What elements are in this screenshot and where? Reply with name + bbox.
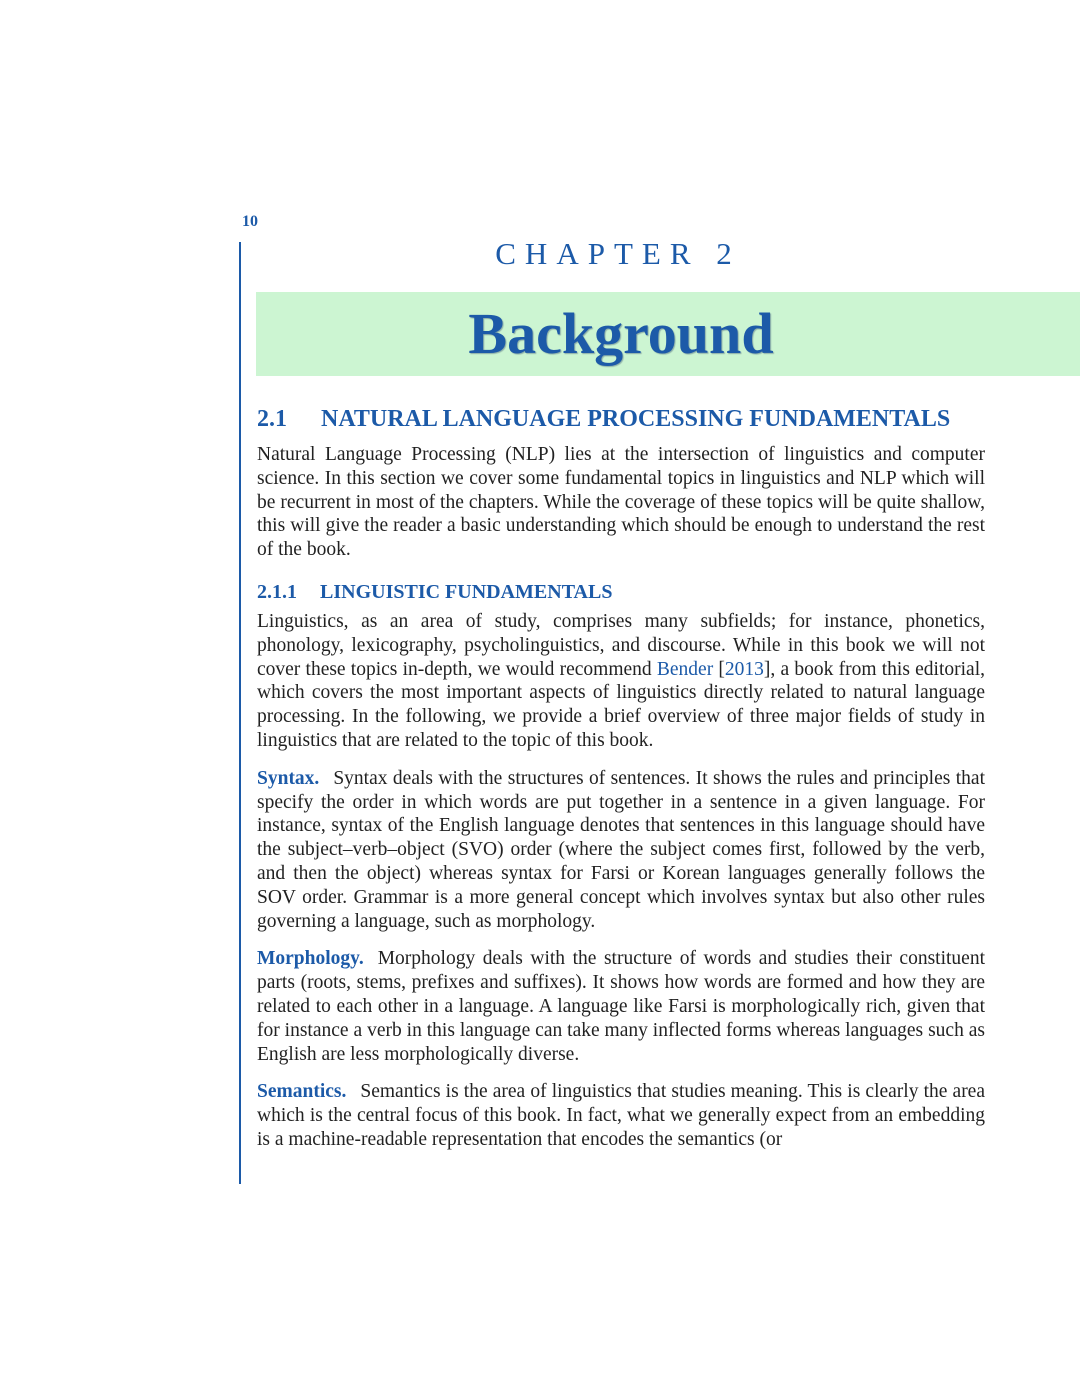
subsection-heading (257, 580, 985, 604)
semantics-text: Semantics is the area of linguistics that studies meaning. This is clearly the area which is the central focus of this book. In fact, what we generally expect from an embedding is a machine-readable representation that encodes the semantics (or (257, 1081, 985, 1150)
citation-year-link[interactable]: 2013 (724, 658, 764, 680)
subsection-paragraph: Linguistics, as an area of study, comprises many subfields; for instance, phonetics, phonology, lexicography, psycholinguistics, and discourse. While in this book we will not cover these topics in-depth, we would recommend Bender [2013], a book from this editorial, which covers the most important aspects of linguistics directly related to natural language processing. In the following, we provide a brief overview of three major fields of study in linguistics that are related to the topic of this book. (257, 610, 985, 751)
semantics-paragraph (257, 1080, 985, 1151)
morphology-term: Morphology. (257, 948, 364, 970)
margin-rule (239, 242, 241, 1184)
page-number: 10 (242, 213, 258, 230)
section-heading (257, 405, 985, 433)
citation-author-link[interactable]: Bender (656, 658, 714, 680)
syntax-paragraph (257, 767, 985, 934)
subsection-title: LINGUISTIC FUNDAMENTALS (320, 580, 613, 603)
subsection-text-end: , a book from this editorial, which covers the most important aspects of linguistics directly related to natural language processing. In the following, we provide a brief overview of three major fields of study in linguistics that are related to the topic of this book. (257, 658, 985, 751)
subsection-text-start: Linguistics, as an area of study, comprises many subfields; for instance, phonetics, phonology, lexicography, psycholinguistics, and discourse. While in this book we will not cover these topics in-depth, we would recommend (257, 610, 985, 680)
chapter-label: CHAPTER 2 (495, 236, 741, 271)
section-intro-paragraph: Natural Language Processing (NLP) lies at the intersection of linguistics and computer science. In this section we cover some fundamental topics in linguistics and NLP which will be recurrent in most of the chapters. While the coverage of these topics will be quite shallow, this will give the reader a basic understanding which should be enough to understand the rest of the book. (257, 444, 985, 561)
syntax-term: Syntax. (257, 767, 320, 789)
section-number: 2.1 (257, 406, 287, 432)
semantics-term: Semantics. (257, 1081, 347, 1103)
morphology-text: Morphology deals with the structure of words and studies their constituent parts (roots, stems, prefixes and suffixes). It shows how words are formed and how they are related to each other in a language. A language like Farsi is morphologically rich, given that for instance a verb in this language can take many inflected forms whereas languages such as English are less morphologically diverse. (257, 948, 985, 1065)
chapter-title: Background (468, 301, 774, 366)
morphology-paragraph (257, 947, 985, 1066)
subsection-number: 2.1.1 (257, 580, 297, 603)
page-content (257, 405, 985, 1152)
syntax-text: Syntax deals with the structures of sentences. It shows the rules and principles that specify the order in which words are put together in a sentence in a given language. For instance, syntax of the English language denotes that sentences in this language should have the subject–verb–object (SVO) order (where the subject comes first, followed by the verb, and then the object) whereas syntax for Farsi or Korean languages generally follows the SOV order. Grammar is a more general concept which involves syntax but also other rules governing a language, such as morphology. (257, 767, 985, 932)
section-title: NATURAL LANGUAGE PROCESSING FUNDAMENTALS (321, 406, 951, 432)
